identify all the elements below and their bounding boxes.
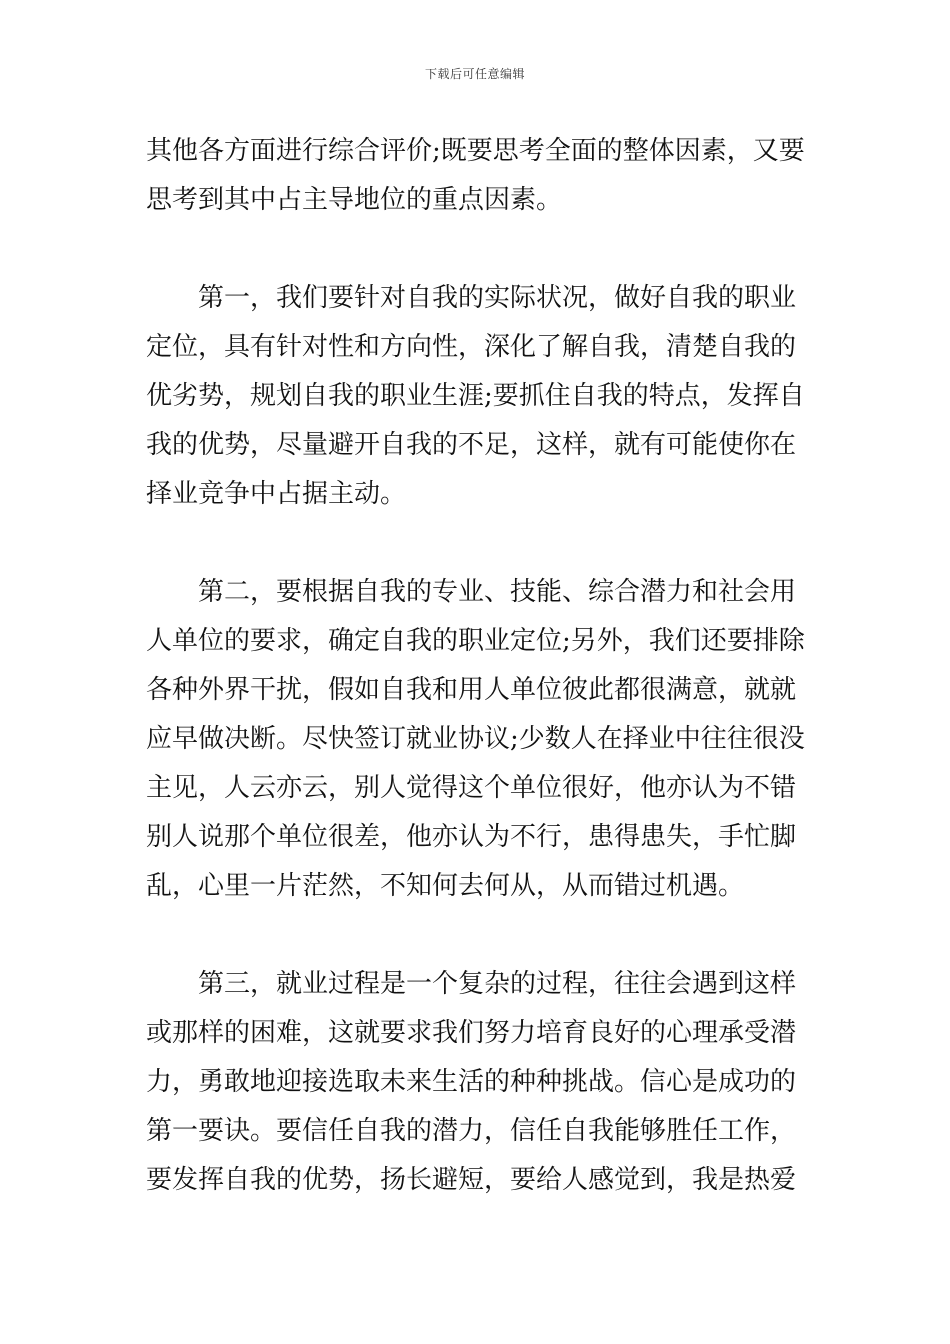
paragraph-line: 乱，心里一片茫然，不知何去何从，从而错过机遇。	[146, 871, 745, 901]
paragraph-4	[146, 960, 808, 1205]
paragraph-line: 优劣势，规划自我的职业生涯;要抓住自我的特点，发挥自	[146, 381, 805, 411]
paragraph-line: 要发挥自我的优势，扬长避短，要给人感觉到，我是热爱	[146, 1165, 797, 1195]
paragraph-line: 应早做决断。尽快签订就业协议;少数人在择业中往往很没	[146, 724, 805, 754]
paragraph-line: 定位，具有针对性和方向性，深化了解自我，清楚自我的	[146, 332, 797, 362]
paragraph-line: 别人说那个单位很差，他亦认为不行，患得患失，手忙脚	[146, 822, 797, 852]
paragraph-gap	[146, 911, 808, 960]
paragraph-2	[146, 274, 808, 519]
paragraph-line: 择业竞争中占据主动。	[146, 479, 407, 509]
paragraph-gap	[146, 225, 808, 274]
paragraph-line: 其他各方面进行综合评价;既要思考全面的整体因素，又要	[146, 136, 805, 166]
paragraph-line: 第一，我们要针对自我的实际状况，做好自我的职业	[198, 283, 797, 313]
paragraph-line: 第三，就业过程是一个复杂的过程，往往会遇到这样	[198, 969, 797, 999]
paragraph-line: 人单位的要求，确定自我的职业定位;另外，我们还要排除	[146, 626, 805, 656]
document-body	[146, 127, 808, 1205]
page-header: 下载后可任意编辑	[424, 67, 525, 81]
paragraph-line: 第一要诀。要信任自我的潜力，信任自我能够胜任工作，	[146, 1116, 797, 1146]
paragraph-line: 各种外界干扰，假如自我和用人单位彼此都很满意，就就	[146, 675, 797, 705]
paragraph-line: 第二，要根据自我的专业、技能、综合潜力和社会用	[198, 577, 797, 607]
paragraph-line: 我的优势，尽量避开自我的不足，这样，就有可能使你在	[146, 430, 797, 460]
paragraph-line: 或那样的困难，这就要求我们努力培育良好的心理承受潜	[146, 1018, 797, 1048]
paragraph-line: 主见，人云亦云，别人觉得这个单位很好，他亦认为不错	[146, 773, 797, 803]
paragraph-line: 思考到其中占主导地位的重点因素。	[146, 185, 563, 215]
paragraph-1	[146, 127, 808, 225]
paragraph-gap	[146, 519, 808, 568]
paragraph-line: 力，勇敢地迎接选取未来生活的种种挑战。信心是成功的	[146, 1067, 797, 1097]
paragraph-3	[146, 568, 808, 911]
